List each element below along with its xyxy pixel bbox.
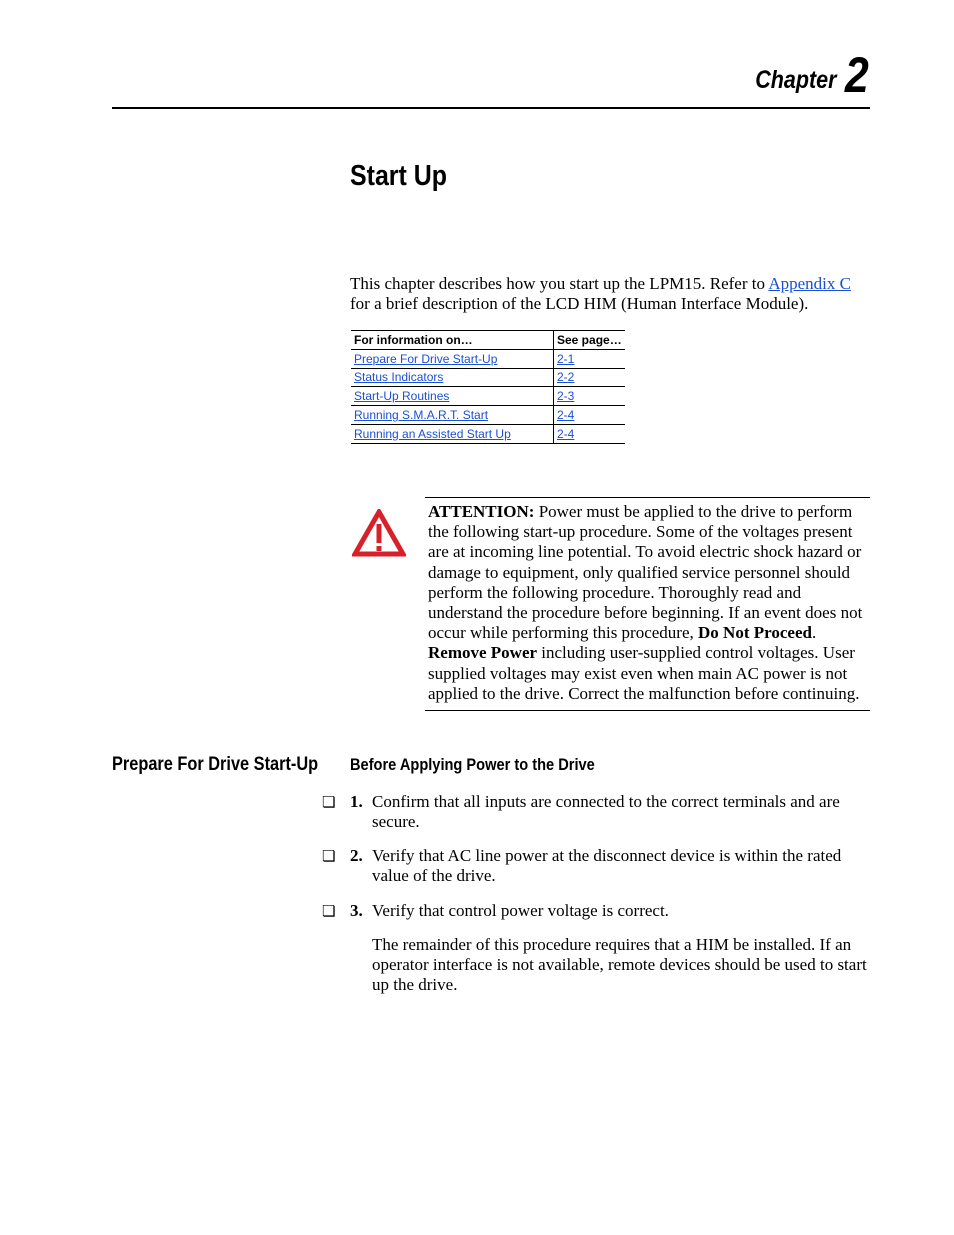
step-number: 3. <box>350 901 363 920</box>
remainder-paragraph: The remainder of this procedure requires that a HIM be installed. If an operator interface is not available, remote devices should be used to start up the drive. <box>372 935 867 994</box>
toc-page-link[interactable]: 2-1 <box>557 351 575 366</box>
step-text: Confirm that all inputs are connected to the correct terminals and are secure. <box>372 792 840 831</box>
step-text: Verify that control power voltage is correct. <box>372 901 669 920</box>
toc-page-link[interactable]: 2-2 <box>557 370 575 385</box>
toc-col2-header: See page… <box>554 331 625 350</box>
checkbox-icon[interactable]: ❏ <box>322 902 336 920</box>
toc-page-link[interactable]: 2-3 <box>557 389 575 404</box>
toc-row <box>351 406 625 425</box>
toc-row <box>351 387 625 406</box>
toc-topic-link[interactable]: Running S.M.A.R.T. Start <box>354 408 489 423</box>
attention-body: Power must be applied to the drive to perform the following start-up procedure. Some of the voltages present are at incoming line potential. To avoid electric shock hazard or damage to equipment, only qualified service personnel should perform the following procedure. Thoroughly read and understand the procedure before beginning. If an event does not occur while performing this procedure, <box>428 502 863 643</box>
step-text: Verify that AC line power at the disconnect device is within the rated value of the drive. <box>372 846 842 885</box>
toc-topic-link[interactable]: Prepare For Drive Start-Up <box>354 351 498 366</box>
step-number: 2. <box>350 846 363 865</box>
toc-col1-header: For information on… <box>351 331 554 350</box>
step-number: 1. <box>350 792 363 811</box>
intro-text-after: for a brief description of the LCD HIM (Human Interface Module). <box>350 294 809 313</box>
remove-power: Remove Power <box>428 643 538 663</box>
warning-triangle-icon <box>352 509 406 557</box>
toc-page-link[interactable]: 2-4 <box>557 426 575 441</box>
toc-table <box>351 330 625 444</box>
toc-header-row <box>351 331 625 350</box>
chapter-number: 2 <box>845 47 869 103</box>
attention-text <box>428 502 868 704</box>
toc-topic-link[interactable]: Running an Assisted Start Up <box>354 426 511 441</box>
checkbox-icon[interactable]: ❏ <box>322 847 336 865</box>
subsection-heading: Before Applying Power to the Drive <box>350 755 595 774</box>
appendix-c-link[interactable]: Appendix C <box>768 274 851 293</box>
toc-row <box>351 368 625 387</box>
page-title: Start Up <box>350 160 448 192</box>
chapter-label: Chapter <box>754 66 836 94</box>
attention-body: including user-supplied control voltages. User supplied voltages may exist even when main AC power is not applied to the drive. Correct the malfunction before continuing. <box>428 643 860 703</box>
attention-label: ATTENTION: <box>428 502 535 521</box>
chapter-rule <box>112 107 870 109</box>
attention-body: . <box>811 623 817 643</box>
section-heading: Prepare For Drive Start-Up <box>112 754 319 775</box>
intro-paragraph <box>350 274 870 314</box>
toc-row <box>351 424 625 443</box>
toc-topic-link[interactable]: Status Indicators <box>354 370 444 385</box>
toc-topic-link[interactable]: Start-Up Routines <box>354 389 450 404</box>
checkbox-icon[interactable]: ❏ <box>322 793 336 811</box>
toc-row <box>351 349 625 368</box>
toc-page-link[interactable]: 2-4 <box>557 408 575 423</box>
intro-text-before: This chapter describes how you start up the LPM15. Refer to <box>350 274 769 293</box>
do-not-proceed: Do Not Proceed <box>698 623 812 643</box>
